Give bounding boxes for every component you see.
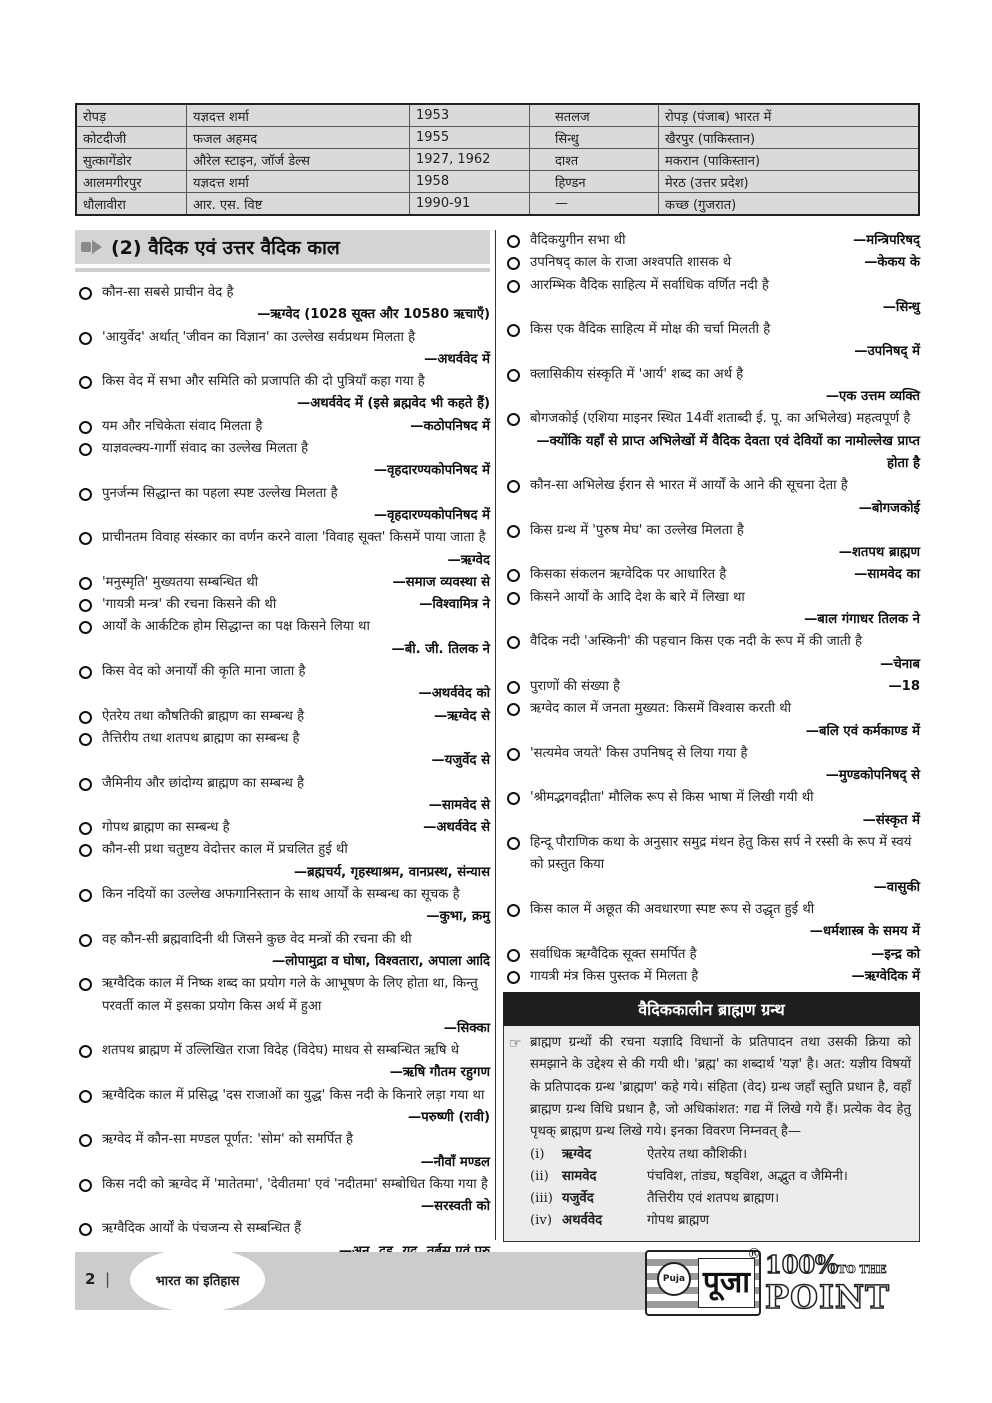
list-item [75, 594, 490, 616]
answer-text: —नौवाँ मण्डल [420, 1154, 490, 1170]
answer-text: —परुष्णी (रावी) [408, 1109, 490, 1125]
answer-text: —धर्मशास्त्र के समय में [809, 924, 920, 940]
tagline-bottom: POINT [765, 1278, 890, 1316]
answer-text: —क्योंकि यहाँ से प्राप्त अभिलेखों में वैदिक देवता एवं देवियों का नामोल्लेख प्राप्त होता है [536, 433, 920, 471]
circle-bullet-icon [507, 904, 520, 917]
list-item [75, 706, 490, 728]
circle-bullet-icon [79, 287, 92, 300]
question-text: कौन-सा सबसे प्राचीन वेद है [102, 285, 234, 300]
answer-text: —एक उत्तम व्यक्ति [825, 389, 920, 405]
list-item [503, 408, 920, 475]
circle-bullet-icon [79, 1045, 92, 1058]
answer-text: —इन्द्र को [871, 946, 920, 962]
answer-text: —ऋग्वेदिक में [851, 968, 920, 984]
circle-bullet-icon [507, 703, 520, 716]
brahmana-veda: ऋग्वेद [562, 1146, 592, 1162]
circle-bullet-icon [79, 889, 92, 902]
left-qa-list [75, 282, 490, 1263]
table-cell: धौलावीरा [76, 193, 187, 216]
list-item [75, 527, 490, 572]
list-item [75, 1040, 490, 1085]
answer-text: —बलि एवं कर्मकाण्ड में [805, 723, 920, 739]
answer-text: —मन्त्रिपरिषद् [853, 233, 920, 248]
circle-bullet-icon [79, 332, 92, 345]
circle-bullet-icon [507, 369, 520, 382]
table-cell: फजल अहमद [187, 127, 410, 149]
question-text: 'मनुस्मृति' मुख्यतया सम्बन्धित थी [102, 574, 259, 590]
question-text: तैत्तिरीय तथा शतपथ ब्राह्मण का सम्बन्ध है [102, 730, 300, 746]
answer-text: —ऋग्वेद (1028 सूक्त और 10580 ऋचाएँ) [257, 307, 490, 323]
answer-text: —विश्वामित्र ने [419, 597, 490, 613]
arrow-right-icon [81, 240, 103, 254]
circle-bullet-icon [507, 681, 520, 694]
answer-text: —अथर्ववेद से [423, 820, 490, 836]
list-item [75, 661, 490, 706]
list-item [503, 899, 920, 944]
question-text: गोपथ ब्राह्मण का सम्बन्ध है [102, 820, 230, 836]
circle-bullet-icon [79, 421, 92, 434]
answer-text: —बाल गंगाधर तिलक ने [804, 612, 920, 628]
column-divider [495, 230, 496, 1240]
list-item [503, 966, 920, 988]
list-item [503, 319, 920, 364]
list-item [75, 416, 490, 438]
question-text: 'सत्यमेव जयते' किस उपनिषद् से लिया गया है [530, 745, 748, 761]
list-item [75, 929, 490, 974]
brahmana-veda: सामवेद [562, 1168, 597, 1184]
circle-bullet-icon [79, 376, 92, 389]
question-text: कौन-सा अभिलेख ईरान से भारत में आर्यों के आने की सूचना देता है [530, 478, 848, 494]
question-text: 'आयुर्वेद' अर्थात् 'जीवन का विज्ञान' का उल्लेख सर्वप्रथम मिलता है [102, 329, 416, 345]
question-text: किसने आर्यों के आदि देश के बारे में लिखा था [530, 589, 745, 605]
circle-bullet-icon [507, 235, 520, 248]
brahmana-num: (ii) [530, 1168, 549, 1184]
pointing-hand-icon: ☞ [509, 1036, 522, 1053]
circle-bullet-icon [79, 1134, 92, 1147]
circle-bullet-icon [507, 837, 520, 850]
list-item [75, 572, 490, 594]
answer-text: —शतपथ ब्राह्मण [838, 545, 920, 561]
answer-text: —कठोपनिषद में [410, 418, 490, 434]
circle-bullet-icon [79, 844, 92, 857]
list-item [75, 282, 490, 327]
page-footer [75, 1252, 645, 1310]
question-text: किस ग्रन्थ में 'पुरुष मेघ' का उल्लेख मिलता है [530, 522, 744, 538]
table-cell: 1990-91 [410, 193, 530, 216]
table-cell: आर. एस. विष्ट [187, 193, 410, 216]
table-cell: हिण्डन [530, 171, 659, 193]
circle-bullet-icon [79, 1090, 92, 1103]
question-text: हिन्दू पौराणिक कथा के अनुसार समुद्र मंथन हेतु किस सर्प ने रस्सी के रूप में स्वयं को प्रस्तुत किया [530, 835, 912, 873]
brahmana-num: (iii) [530, 1191, 553, 1207]
question-text: ऋग्वेद में कौन-सा मण्डल पूर्णत: 'सोम' को समर्पित है [102, 1132, 354, 1148]
answer-text: —अथर्ववेद में (इसे ब्रह्मवेद भी कहते हैं) [297, 396, 490, 412]
circle-bullet-icon [507, 324, 520, 337]
answer-text: —अथर्ववेद को [418, 686, 490, 702]
circle-bullet-icon [79, 822, 92, 835]
puja-seal-icon: Puja [657, 1262, 691, 1296]
table-row [76, 149, 919, 171]
circle-bullet-icon [507, 257, 520, 270]
question-text: यम और नचिकेता संवाद मिलता है [102, 418, 263, 434]
right-column [503, 230, 920, 1242]
answer-text: —वासुकी [873, 879, 920, 895]
circle-bullet-icon [507, 748, 520, 761]
tagline-top: 100%TO THE [765, 1250, 887, 1279]
answer-text: —ऋग्वेद [447, 552, 490, 568]
question-text: उपनिषद् काल के राजा अश्वपति शासक थे [530, 255, 732, 271]
answer-text: —वृहदारण्यकोपनिषद में [373, 507, 490, 523]
list-item [75, 884, 490, 929]
publisher-logo [645, 1246, 920, 1316]
list-item [75, 973, 490, 1040]
brahmana-list [530, 1144, 911, 1233]
table-cell: 1927, 1962 [410, 149, 530, 171]
question-text: 'श्रीमद्भगवद्गीता' मौलिक रूप से किस भाषा में लिखी गयी थी [530, 790, 814, 806]
list-item [503, 787, 920, 832]
list-item [503, 743, 920, 788]
table-cell: सतलज [530, 104, 659, 127]
circle-bullet-icon [507, 280, 520, 293]
table-cell: आलमगीरपुर [76, 171, 187, 193]
list-item [503, 252, 920, 274]
brahmana-paragraph: ब्राह्मण ग्रन्थों की रचना यज्ञादि विधानों के प्रतिपादन तथा उसकी क्रिया को समझाने के उद्देश्य से की गयी थी। 'ब्रह्म' का शब्दार्थ 'यज्ञ' है। अत: यज्ञीय विषयों के प्रतिपादक ग्रन्थ 'ब्राह्मण' कहे गये। संहिता (वेद) ग्रन्थ जहाँ स्तुति प्रधान है, वहाँ ब्राह्मण ग्रन्थ विधि प्रधान है, जो अधिकांशत: गद्य में लिखे गये हैं। प्रत्येक वेद हेतु पृथक् ब्राह्मण ग्रन्थ लिखे गये। इनका विवरण निम्नवत् है— [530, 1035, 911, 1140]
table-cell: — [530, 193, 659, 216]
question-text: क्लासिकीय संस्कृति में 'आर्य' शब्द का अर्थ है [530, 366, 744, 382]
list-item [503, 832, 920, 899]
section-header [75, 230, 490, 268]
list-item [75, 616, 490, 661]
answer-text: —सरस्वती को [420, 1199, 490, 1215]
table-cell: कोटदीजी [76, 127, 187, 149]
brahmana-veda: यजुर्वेद [562, 1191, 594, 1207]
table-cell: दाश्त [530, 149, 659, 171]
circle-bullet-icon [79, 733, 92, 746]
circle-bullet-icon [79, 599, 92, 612]
section-title: (2) वैदिक एवं उत्तर वैदिक काल [111, 237, 340, 259]
question-text: आरम्भिक वैदिक साहित्य में सर्वाधिक वर्णित नदी है [530, 277, 769, 293]
brahmana-texts: तैत्तिरीय एवं शतपथ ब्राह्मण। [647, 1191, 780, 1207]
answer-text: —सिन्धु [882, 299, 920, 315]
answer-text: —ब्रह्मचर्य, गृहस्थाश्रम, वानप्रस्थ, संन्यास [293, 864, 490, 880]
brahmana-veda: अथर्ववेद [562, 1213, 603, 1229]
brahmana-box-title: वैदिककालीन ब्राह्मण ग्रन्थ [503, 992, 920, 1026]
question-text: गायत्री मंत्र किस पुस्तक में मिलता है [530, 968, 699, 984]
question-text: वैदिक नदी 'अस्किनी' की पहचान किस एक नदी के रूप में की जाती है [530, 634, 863, 650]
circle-bullet-icon [507, 636, 520, 649]
table-row [76, 104, 919, 127]
question-text: किस नदी को ऋग्वेद में 'मातेतमा', 'देवीतमा' एवं 'नदीतमा' सम्बोधित किया गया है [102, 1176, 488, 1192]
answer-text: —अथर्ववेद में [424, 351, 490, 367]
table-row [76, 127, 919, 149]
circle-bullet-icon [507, 480, 520, 493]
table-cell: 1955 [410, 127, 530, 149]
brahmana-row [530, 1166, 911, 1188]
question-text: ऋग्वैदिक काल में निष्क शब्द का प्रयोग गले के आभूषण के लिए होता था, किन्तु परवर्ती काल में इसका प्रयोग किस अर्थ में हुआ [102, 976, 478, 1014]
circle-bullet-icon [507, 525, 520, 538]
circle-bullet-icon [79, 1223, 92, 1236]
circle-bullet-icon [79, 1179, 92, 1192]
list-item [503, 230, 920, 252]
brahmana-num: (i) [530, 1146, 545, 1162]
list-item [503, 587, 920, 632]
circle-bullet-icon [79, 621, 92, 634]
table-cell: मेरठ (उत्तर प्रदेश) [659, 171, 920, 193]
list-item [75, 728, 490, 773]
list-item [75, 483, 490, 528]
question-text: आर्यों के आर्कटिक होम सिद्धान्त का पक्ष किसने लिया था [102, 619, 370, 635]
brahmana-texts: पंचविश, तांड्य, षड्विश, अद्भुत व जैमिनी। [647, 1168, 848, 1184]
circle-bullet-icon [79, 666, 92, 679]
answer-text: —सामवेद से [428, 797, 490, 813]
harappan-sites-table [75, 103, 920, 216]
question-text: वैदिकयुगीन सभा थी [530, 233, 626, 248]
table-cell: सुत्कागेंडोर [76, 149, 187, 171]
answer-text: —संस्कृत में [862, 812, 920, 828]
two-column-content [75, 230, 920, 1235]
question-text: ऐतरेय तथा कौषतिकी ब्राह्मण का सम्बन्ध है [102, 708, 305, 724]
question-text: किसका संकलन ऋग्वेदिक पर आधारित है [530, 567, 727, 583]
list-item [503, 631, 920, 676]
table-cell: यज्ञदत्त शर्मा [187, 171, 410, 193]
right-qa-list [503, 230, 920, 988]
question-text: जैमिनीय और छांदोग्य ब्राह्मण का सम्बन्ध है [102, 775, 305, 791]
list-item [75, 1174, 490, 1219]
circle-bullet-icon [79, 443, 92, 456]
list-item [503, 564, 920, 586]
answer-text: —यजुर्वेद से [431, 753, 490, 769]
answer-text: —वृहदारण्यकोपनिषद में [373, 463, 490, 479]
answer-text: —ऋषि गौतम रहुगण [389, 1065, 490, 1081]
puja-logo-badge [645, 1250, 761, 1316]
list-item [75, 438, 490, 483]
left-column [75, 230, 490, 1263]
question-text: याज्ञवल्क्य-गार्गी संवाद का उल्लेख मिलता है [102, 441, 309, 457]
brahmana-row [530, 1144, 911, 1166]
question-text: पुराणों की संख्या है [530, 678, 621, 694]
table-cell: सिन्धु [530, 127, 659, 149]
list-item [75, 1085, 490, 1130]
answer-text: —बोगजकोई [858, 500, 920, 516]
question-text: ऋग्वैदिक काल में प्रसिद्ध 'दस राजाओं का युद्ध' किस नदी के किनारे लड़ा गया था [102, 1087, 485, 1103]
answer-text: —सिक्का [443, 1020, 490, 1036]
circle-bullet-icon [507, 792, 520, 805]
registered-icon: ® [747, 1246, 761, 1262]
answer-text: —कुभा, क्रमु [426, 909, 490, 925]
brahmana-row [530, 1188, 911, 1210]
list-item [75, 327, 490, 372]
question-text: ऋग्वैदिक आर्यों के पंचजन्य से सम्बन्धित हैं [102, 1221, 302, 1237]
circle-bullet-icon [79, 934, 92, 947]
table-cell: यज्ञदत्त शर्मा [187, 104, 410, 127]
brahmana-texts: गोपथ ब्राह्मण [647, 1213, 709, 1229]
brahmana-row [530, 1210, 911, 1232]
list-item [503, 698, 920, 743]
list-item [503, 520, 920, 565]
table-row [76, 193, 919, 216]
question-text: प्राचीनतम विवाह संस्कार का वर्णन करने वाला 'विवाह सूक्त' किसमें पाया जाता है [102, 530, 486, 546]
list-item [503, 944, 920, 966]
answer-text: —18 [888, 678, 920, 694]
brahmana-texts: ऐतरेय तथा कौशिकी। [647, 1146, 748, 1162]
question-text: वह कौन-सी ब्रह्मवादिनी थी जिसने कुछ वेद मन्त्रों की रचना की थी [102, 931, 412, 947]
answer-text: —समाज व्यवस्था से [392, 574, 490, 590]
circle-bullet-icon [79, 577, 92, 590]
list-item [503, 364, 920, 409]
table-cell: कच्छ (गुजरात) [659, 193, 920, 216]
question-text: पुनर्जन्म सिद्धान्त का पहला स्पष्ट उल्लेख मिलता है [102, 485, 338, 501]
list-item [75, 839, 490, 884]
question-text: किन नदियों का उल्लेख अफगानिस्तान के साथ आर्यों के सम्बन्ध का सूचक है [102, 887, 460, 903]
table-row [76, 171, 919, 193]
sites-table-container [75, 103, 920, 216]
circle-bullet-icon [79, 532, 92, 545]
answer-text: —मुण्डकोपनिषद् से [825, 768, 920, 784]
list-item [503, 475, 920, 520]
circle-bullet-icon [507, 592, 520, 605]
question-text: शतपथ ब्राह्मण में उल्लिखित राजा विदेह (विदेघ) माधव से सम्बन्धित ऋषि थे [102, 1043, 460, 1059]
table-cell: खैरपुर (पाकिस्तान) [659, 127, 920, 149]
page-number: 2 [85, 1270, 96, 1288]
list-item [503, 676, 920, 698]
subject-label: भारत का इतिहास [130, 1248, 265, 1312]
question-text: सर्वाधिक ऋग्वैदिक सूक्त समर्पित है [530, 946, 697, 962]
answer-text: —केकय के [864, 255, 920, 271]
list-item [75, 817, 490, 839]
question-text: किस एक वैदिक साहित्य में मोक्ष की चर्चा मिलती है [530, 322, 771, 338]
answer-text: —लोपामुद्रा व घोषा, विश्वतारा, अपाला आदि [272, 953, 490, 969]
list-item [75, 773, 490, 818]
circle-bullet-icon [507, 971, 520, 984]
answer-text: —सामवेद का [854, 567, 920, 583]
circle-bullet-icon [507, 413, 520, 426]
list-item [503, 275, 920, 320]
question-text: कौन-सी प्रथा चतुष्टय वेदोत्तर काल में प्रचलित हुई थी [102, 842, 348, 858]
circle-bullet-icon [507, 569, 520, 582]
list-item [75, 1129, 490, 1174]
circle-bullet-icon [507, 949, 520, 962]
table-cell: रोपड़ [76, 104, 187, 127]
answer-text: —ऋग्वेद से [434, 708, 490, 724]
brand-name: पूजा [698, 1258, 755, 1308]
answer-text: —चेनाब [880, 656, 920, 672]
question-text: 'गायत्री मन्त्र' की रचना किसने की थी [102, 597, 277, 613]
question-text: ऋग्वेद काल में जनता मुख्यत: किसमें विश्वास करती थी [530, 701, 792, 717]
table-cell: मकरान (पाकिस्तान) [659, 149, 920, 171]
circle-bullet-icon [79, 978, 92, 991]
circle-bullet-icon [79, 488, 92, 501]
list-item [75, 371, 490, 416]
question-text: किस वेद को अनार्यों की कृति माना जाता है [102, 664, 306, 680]
question-text: किस वेद में सभा और समिति को प्रजापति की दो पुत्रियाँ कहा गया है [102, 374, 425, 390]
question-text: किस काल में अछूत की अवधारणा स्पष्ट रूप से उद्धृत हुई थी [530, 901, 815, 917]
circle-bullet-icon [79, 711, 92, 724]
table-cell: रोपड़ (पंजाब) भारत में [659, 104, 920, 127]
answer-text: —बी. जी. तिलक ने [391, 641, 490, 657]
table-cell: 1958 [410, 171, 530, 193]
table-cell: 1953 [410, 104, 530, 127]
brahmana-box [503, 1026, 920, 1242]
footer-separator: | [105, 1270, 111, 1288]
question-text: बोगजकोई (एशिया माइनर स्थित 14वीं शताब्दी ई. पू. का अभिलेख) महत्वपूर्ण है [530, 411, 911, 427]
answer-text: —उपनिषद् में [854, 344, 920, 360]
table-cell: औरेल स्टाइन, जॉर्ज डेल्स [187, 149, 410, 171]
circle-bullet-icon [79, 778, 92, 791]
brahmana-num: (iv) [530, 1213, 552, 1229]
